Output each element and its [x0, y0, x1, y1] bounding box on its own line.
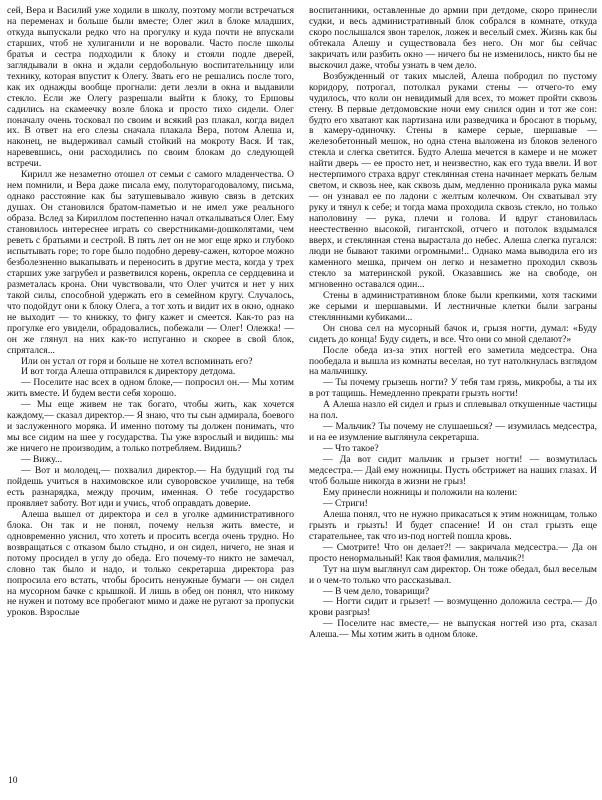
- paragraph: — В чем дело, товарищи?: [323, 585, 430, 597]
- paragraph: Алеша вышел от директора и сел в уголке административного блока. Он так и не понял, почему нельзя жить вместе, и одновременно уяснил, что хотеть и просить всегда очень трудно. Но возвращаться с отказом было стыдно, и он сидел, ничего, не зная и потому просидел в углу до обеда. Его почему-то никто не замечал, словно так было и надо, и только секретарша директора раз попросила его встать, чтобы бросить ненужные бумаги — он сидел на мусорном бачке с крышкой. И лишь в обед он понял, что никому не нужен и потому все пробегают мимо и даже не ругают за пропуски уроков. Взрослые: [7, 508, 294, 619]
- paragraph: сей, Вера и Василий уже ходили в школу, поэтому могли встречаться на переменах и больше были вместе; Олег жил в блоке младших, откуда выпускали редко что на прогулку и куда почти не впускали старших, чтоб не хулиганили и не воровали. Часто после школы братья и сестра подходили к блоку и стояли подле дверей, заглядывали в окна и ждали сердобольную воспитательницу или технику, которая впустит к Олегу. Звать его не решались после того, как их однажды вообще прогнали: дети лезли в окна и выдавили стекло. Если же Олегу разрешали выйти к блоку, то Ершовы садились на скамеечку возле блока и просто тихо сидели. Олег поначалу очень тосковал по своим и всякий раз плакал, когда видел их. В ответ на его слезы сначала плакала Вера, потом Алеша и, наконец, не выдерживал самый стойкий на мокроту Вася. И так, наревевшись, они расходились по своим блокам до следующей встречи.: [7, 5, 294, 170]
- paragraph: — Поселите нас всех в одном блоке,— попросил он.— Мы хотим жить вместе. И будем вести себя хорошо.: [7, 377, 294, 400]
- paragraph: И вот тогда Алеша отправился к директору детдома.: [21, 366, 236, 378]
- paragraph: Алеша понял, что не нужно прикасаться к этим ножницам, только грызть и грызть! И будет спасение! И он стал грызть еще старательнее, так что из-под ногтей пошла кровь.: [309, 508, 597, 542]
- paragraph: Возбужденный от таких мыслей, Алеша побродил по пустому коридору, потрогал, потолкал руками стены — отчего-то ему чудилось, что коли он невидимый для всех, то может пройти сквозь стену. В первые детдомовские ночи ему снился один и тот же сон: будто его хватают как партизана или разведчика и бросают в тюрьму, в камеру-одиночку. Стены в камере серые, шершавые — железобетонный мешок, но одна стена выложена из блоков зеленого стекла и слегка светится. Будто Алеша мечется в камере и не может найти дверь — ее просто нет, и неизвестно, как его туда ввели. И вот нестерпимого страха вдруг стеклянная стена начинает меркать белым светом, и сквозь нее, как сквозь дым, медленно проникала рука мамы — он узнавал ее по ладони с желтым колечком. Он схватывал эту руку и тянул к себе; и тогда мама проходила сквозь стекло, но только наполовину — рука, плечи и голова. И вдруг становилась неестественно высокой, гигантской, отчего и потолок вздымался вверх, и стеклянная стена вырастала до небес. Алеша слегка пугался: люди не бывают такими огромными!.. Однако мама выводила его из каменного мешка, причем он легко и незаметно проходил сквозь стекло за материнской рукой. Оказавшись же на свободе, он мгновенно оставался один...: [309, 70, 597, 290]
- paragraph: Стены в административном блоке были крепкими, хотя таскими же серыми и шершавыми. И лестничные клетки были заграны стеклянными кубиками...: [309, 289, 597, 323]
- paragraph: После обеда из-за этих ногтей его заметила медсестра. Она пообедала и вышла из комнаты веселая, но тут натолкнулась взглядом на мальчишку.: [309, 344, 597, 378]
- paragraph: Или он устал от горя и больше не хотел вспоминать его?: [21, 355, 253, 367]
- paragraph: — Ногти сидит и грызет! — возмущенно доложила сестра.— До крови разгрыз!: [309, 596, 597, 619]
- page-number: 10: [8, 776, 18, 786]
- paragraph: — Ты почему грызешь ногти? У тебя там грязь, микробы, а ты их в рот тащишь. Немедленно прекрати грызть ногти!: [309, 377, 597, 400]
- paragraph: — Да вот сидит мальчик и грызет ногти! — возмутилась медсестра.— Дай ему ножницы. Пусть обстрижет на наших глазах. И чтоб больше никогда в жизни не грыз!: [309, 454, 597, 487]
- paragraph: воспитанники, оставленные до армии при детдоме, скоро принесли судки, и весь административный блок собрался в комнате, откуда скоро послышался звон тарелок, ложек и веселый смех. Жизнь как бы обтекала Алешу и существовала без него. Он мог бы сейчас закричать или разбить окно — ничего бы не изменилось, никто бы не выскочил даже, чтобы узнать в чем дело.: [309, 5, 597, 71]
- paragraph: — Стриги!: [323, 497, 368, 509]
- right-column: [309, 6, 597, 641]
- paragraph: — Мы еще живем не так богато, чтобы жить, как хочется каждому,— сказал директор.— Я знаю, что ты сын адмирала, боевого и заслуженного моряка. И именно потому ты должен понимать, что мы все сидим на шее у государства. Ты уже взрослый и видишь: мы же ничего не производим, а только потребляем. Видишь?: [7, 399, 294, 455]
- paragraph: — Поселите нас вместе,— не выпуская ногтей изо рта, сказал Алеша.— Мы хотим жить в одном блоке.: [309, 618, 597, 641]
- paragraph: — Что такое?: [323, 443, 379, 455]
- left-column: [7, 6, 294, 619]
- paragraph: Кирилл же незаметно отошел от семьи с самого младенчества. О нем помнили, и Вера даже писала ему, полуторагодовалому, письма, однако расстояние как бы затушевывало живую связь в детских душах. Он становился братом-паметью и не имел уже реального образа. Вслед за Кириллом постепенно начал откалываться Олег. Ему становилось интереснее играть со сверстниками-дошколятами, чем реветь с братьями и сестрой. В пять лет он не мог еще ярко и глубоко испытывать горе; то горе было подобно дереву-сажен, которое можно безболезненно выкапывать и переносить в другие места, когда у трех старших уже загрубел и разветвился корень, окрепла се сердцевина и разметалась крона. Они чувствовали, что Олег учится и нет у них такой силы, способной удержать его в семейном кругу. Случалось, что подойдут они к блоку Олега, а тот хоть и видит их в окно, однако не выходит — то книжку, то фигу кажет и смеется. Как-то раз на прогулке его увидели, обрадовались, побежали — Олег! Олежка! — он же глянул на них как-то испуганно и скорее в свой блок, спрятался...: [7, 169, 294, 356]
- paragraph: Ему принесли ножницы и положили на колени:: [323, 486, 518, 498]
- paragraph: — Вижу...: [21, 454, 63, 466]
- paragraph: А Алеша назло ей сидел и грыз и сплевывал откушенные частицы на пол.: [309, 399, 597, 422]
- paragraph: Тут на шум выглянул сам директор. Он тоже обедал, был веселым и о чем-то только что рассказывал.: [309, 563, 597, 586]
- paragraph: — Смотрите! Что он делает?! — закричала медсестра.— Да он просто ненормальный! Как твоя фамилия, мальчик?!: [309, 541, 597, 564]
- paragraph: — Мальчик? Ты почему не слушаешься? — изумилась медсестра, и на ее изумление выглянула секретарша.: [309, 421, 597, 444]
- paragraph: Он снова сел на мусорный бачок и, грызя ногти, думал: «Буду сидеть до конца! Буду сидеть, и все. Что они со мной сделают?»: [309, 322, 597, 345]
- paragraph: — Вот и молодец,— похвалил директор.— На будущий год ты пойдешь учиться в нахимовское или суворовское училище, на тебя есть разнарядка, между прочим, именная. О тебе государство проявляет заботу. Вот иди и учись, чтоб оправдать доверие.: [7, 465, 294, 509]
